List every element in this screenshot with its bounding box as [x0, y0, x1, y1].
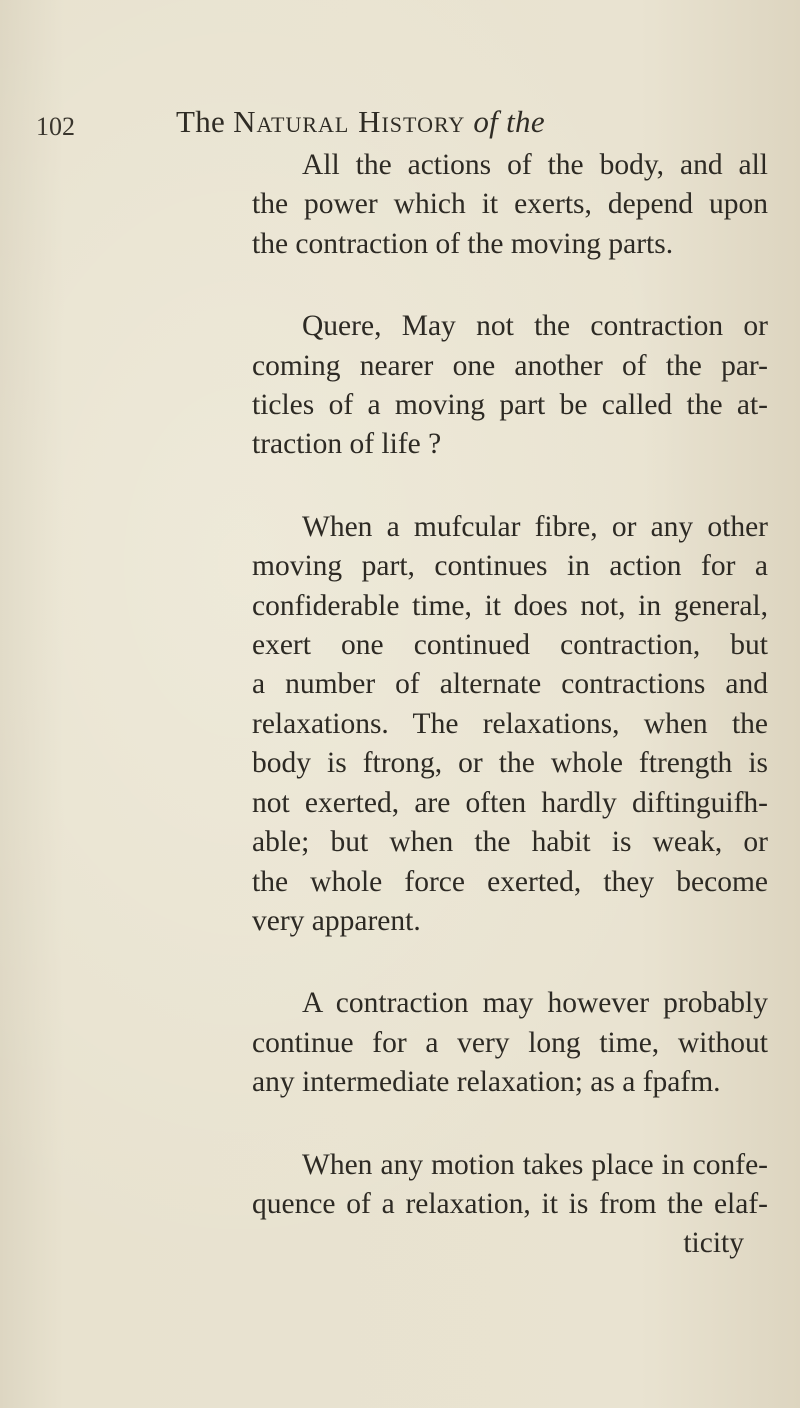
body-text	[202, 146, 768, 1264]
text-line: traction of life ?	[252, 428, 442, 461]
text-line: exert one continued contraction, but	[252, 629, 768, 662]
text-line: continue for a very long time, without	[252, 1026, 768, 1059]
paragraph-3	[202, 508, 768, 941]
text-line: quence of a relaxation, it is from the elaf-	[252, 1187, 768, 1220]
paragraph-4	[202, 984, 768, 1102]
catchword: ticity	[683, 1227, 744, 1260]
text-line: confiderable time, it does not, in general,	[252, 589, 768, 622]
head-word-the: The	[176, 104, 226, 139]
text-line: the contraction of the moving parts.	[252, 227, 674, 260]
text-line: relaxations. The relaxations, when the	[252, 707, 768, 740]
text-line: Quere, May not the contraction or	[302, 310, 768, 343]
text-line: All the actions of the body, and all	[302, 149, 768, 181]
running-head	[176, 104, 545, 140]
text-line: ticles of a moving part be called the at-	[252, 389, 768, 422]
paragraph-1	[202, 146, 768, 264]
text-line: very apparent.	[252, 904, 421, 937]
text-line: the power which it exerts, depend upon	[252, 188, 768, 221]
text-line: body is ftrong, or the whole ftrength is	[252, 747, 768, 780]
text-line: coming nearer one another of the par-	[252, 349, 768, 382]
head-of-the: of the	[473, 104, 545, 139]
text-line: When a mufcular fibre, or any other	[302, 510, 768, 543]
text-line: A contraction may however probably	[302, 987, 768, 1020]
text-line: a number of alternate contractions and	[252, 668, 768, 701]
text-line: able; but when the habit is weak, or	[252, 826, 768, 859]
paragraph-5	[202, 1146, 768, 1225]
text-line: moving part, continues in action for a	[252, 550, 768, 583]
head-title: Natural History	[233, 104, 466, 139]
text-line: any intermediate relaxation; as a fpafm.	[252, 1066, 721, 1099]
paragraph-2	[202, 307, 768, 465]
page-number: 102	[36, 112, 75, 141]
text-line: not exerted, are often hardly diftinguifh-	[252, 786, 768, 819]
text-line: the whole force exerted, they become	[252, 865, 768, 898]
text-line: When any motion takes place in confe-	[302, 1148, 768, 1181]
